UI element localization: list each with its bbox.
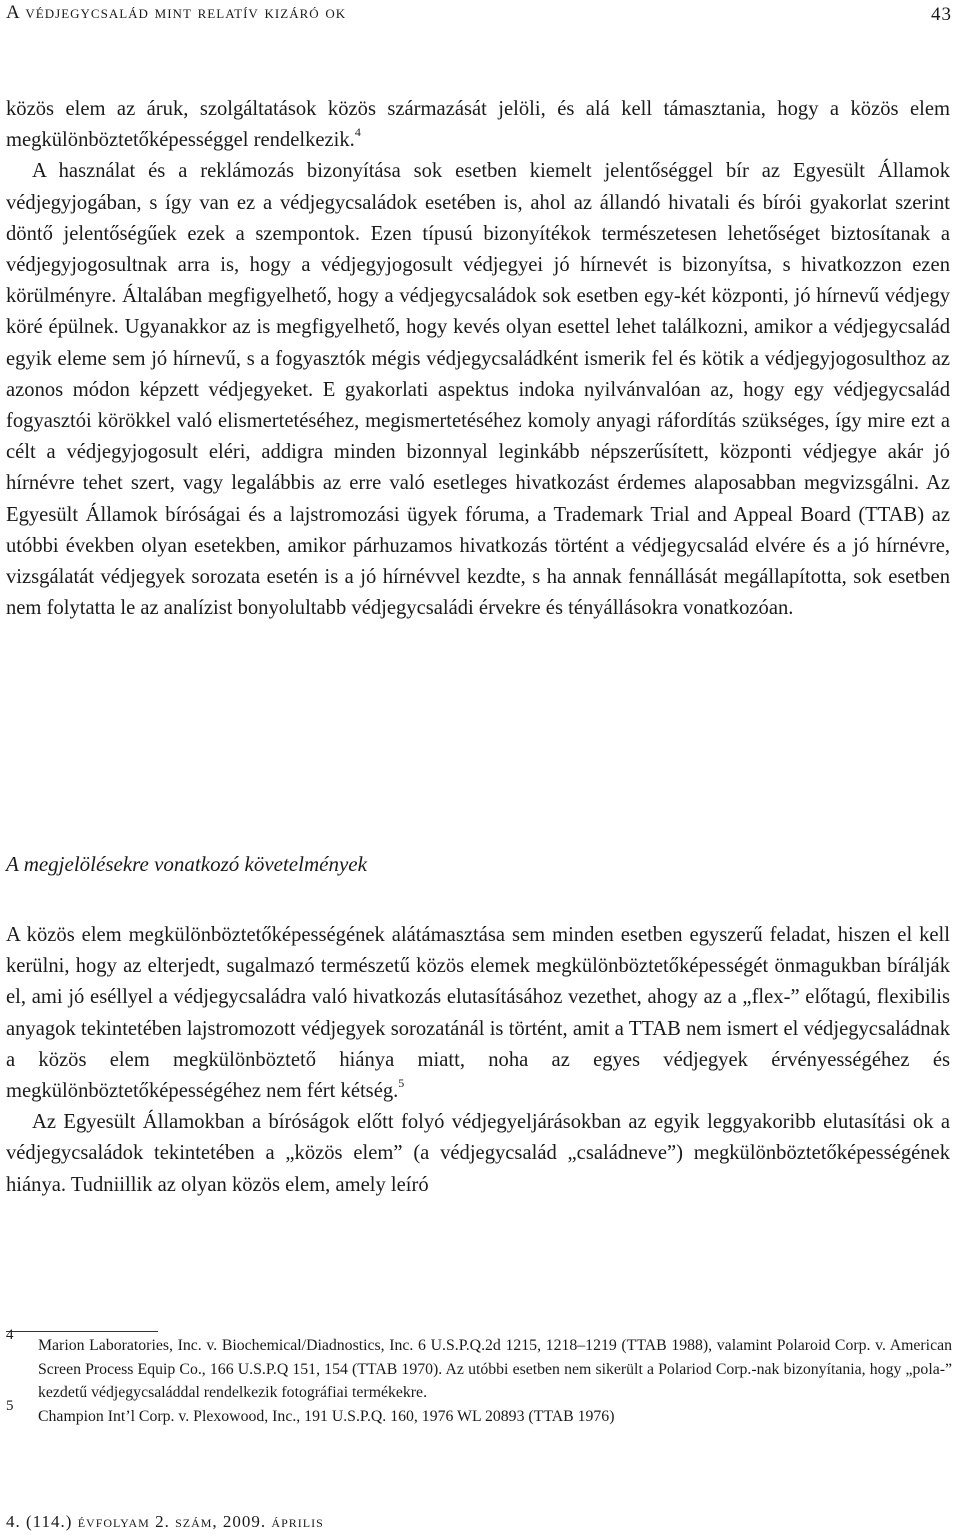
- footnote-ref-4[interactable]: 4: [354, 125, 361, 140]
- footnote-divider: [6, 1331, 158, 1332]
- footnote-4: [6, 1327, 952, 1405]
- body-text-block-2: [6, 920, 950, 1201]
- running-head: [6, 2, 952, 32]
- page-footer: 4. (114.) évfolyam 2. szám, 2009. április: [6, 1512, 324, 1531]
- body-text-block-1: [6, 94, 950, 624]
- paragraph-1-text: közös elem az áruk, szolgáltatások közös származását jelöli, és alá kell támasztania, hogy a közös elem megkülönböztetőképességgel rendelkezik.: [6, 98, 950, 152]
- footnote-text: Marion Laboratories, Inc. v. Biochemical/Diadnostics, Inc. 6 U.S.P.Q.2d 1215, 1218–1219 (TTAB 1988), valamint Polaroid Corp. v. American Screen Process Equip Co., 166 U.S.P.Q 151, 154 (TTAB 1970). Az utóbbi esetben nem sikerült a Polariod Corp.-nak bizonyítania, hogy „pola-” kezdetű védjegycsaláddal rendelkezik fotográfiai termékekre.: [38, 1337, 952, 1402]
- footnote-ref-5[interactable]: 5: [398, 1076, 405, 1091]
- running-head-title: A védjegycsalád mint relatív kizáró ok: [6, 2, 347, 23]
- footnotes: [6, 1327, 952, 1428]
- paragraph-4: Az Egyesült Államokban a bíróságok előtt folyó védjegyeljárásokban az egyik leggyakoribb elutasítási ok a védjegycsaládok tekintetében a „közös elem” (a védjegycsalád „családneve”) megkülönböztetőképességének hiánya. Tudniillik az olyan közös elem, amely leíró: [6, 1111, 950, 1196]
- paragraph-1: [6, 94, 950, 156]
- section-heading: A megjelölésekre vonatkozó követelmények: [6, 852, 367, 876]
- paragraph-3: [6, 920, 950, 1107]
- footnote-text: Champion Int’l Corp. v. Plexowood, Inc., 191 U.S.P.Q. 160, 1976 WL 20893 (TTAB 1976): [38, 1407, 615, 1425]
- footnote-number: 4: [6, 1327, 14, 1343]
- page-number: 43: [931, 4, 952, 25]
- paragraph-3-text: A közös elem megkülönböztetőképességének alátámasztása sem minden esetben egyszerű feladat, hiszen el kell kerülni, hogy az elterjedt, sugalmazó természetű közös elemek megkülönböztetőképességét önmagukban bírálják el, ami jó eséllyel a védjegycsaládra való hivatkozás elutasításához vezethet, ahogy az a „flex-” előtagú, flexibilis anyagok tekintetében lajstromozott védjegyek sorozatánál is történt, amit a TTAB nem ismert el védjegycsaládnak a közös elem megkülönböztető hiánya miatt, noha az egyes védjegyek érvényességéhez és megkülönböztetőképességéhez nem fért kétség.: [6, 924, 950, 1103]
- footnote-5: [6, 1397, 952, 1429]
- paragraph-2: A használat és a reklámozás bizonyítása sok esetben kiemelt jelentőséggel bír az Egyesült Államok védjegyjogában, s így van ez a védjegycsaládok esetében is, ahol az állandó hivatali és bírói gyakorlat szerint döntő jelentőségűek ezek a szempontok. Ezen típusú bizonyítékok természetesen lehetőséget biztosítanak a védjegyjogosultnak arra is, hogy a védjegyjogosult védjegyei jó hírnevét is bizonyítsa, s hivatkozzon ezen körülményre. Általában megfigyelhető, hogy a védjegycsaládok sok esetben egy-két központi, jó hírnevű védjegy köré épülnek. Ugyanakkor az is megfigyelhető, hogy kevés olyan esettel lehet találkozni, amikor a védjegycsalád egyik eleme sem jó hírnevű, s a fogyasztók mégis védjegycsaládként ismerik fel és kötik a védjegyjogosulthoz az azonos módon képzett védjegyeket. E gyakorlati aspektus indoka nyilvánvalóan az, hogy egy védjegycsalád fogyasztói körökkel való elismertetéséhez, megismertetéséhez komoly anyagi ráfordítás szükséges, így mire ezt a célt a védjegyjogosult eléri, addigra minden bizonnyal leginkább népszerűsített, központi védjegye akár jó hírnévre tehet szert, vagy legalábbis az erre való esetleges hivatkozást érdemes alaposabban megvizsgálni. Az Egyesült Államok bíróságai és a lajstromozási ügyek fóruma, a Trademark Trial and Appeal Board (TTAB) az utóbbi években olyan esetekben, amikor párhuzamos hivatkozás történt a védjegycsalád elvére és a jó hírnévre, vizsgálatát védjegyek sorozata esetén is a jó hírnévvel kezdte, s ha annak fennállását megállapította, sok esetben nem folytatta le az analízist bonyolultabb védjegycsaládi érvekre és tényállásokra vonatkozóan.: [6, 160, 950, 620]
- footnote-number: 5: [6, 1397, 14, 1414]
